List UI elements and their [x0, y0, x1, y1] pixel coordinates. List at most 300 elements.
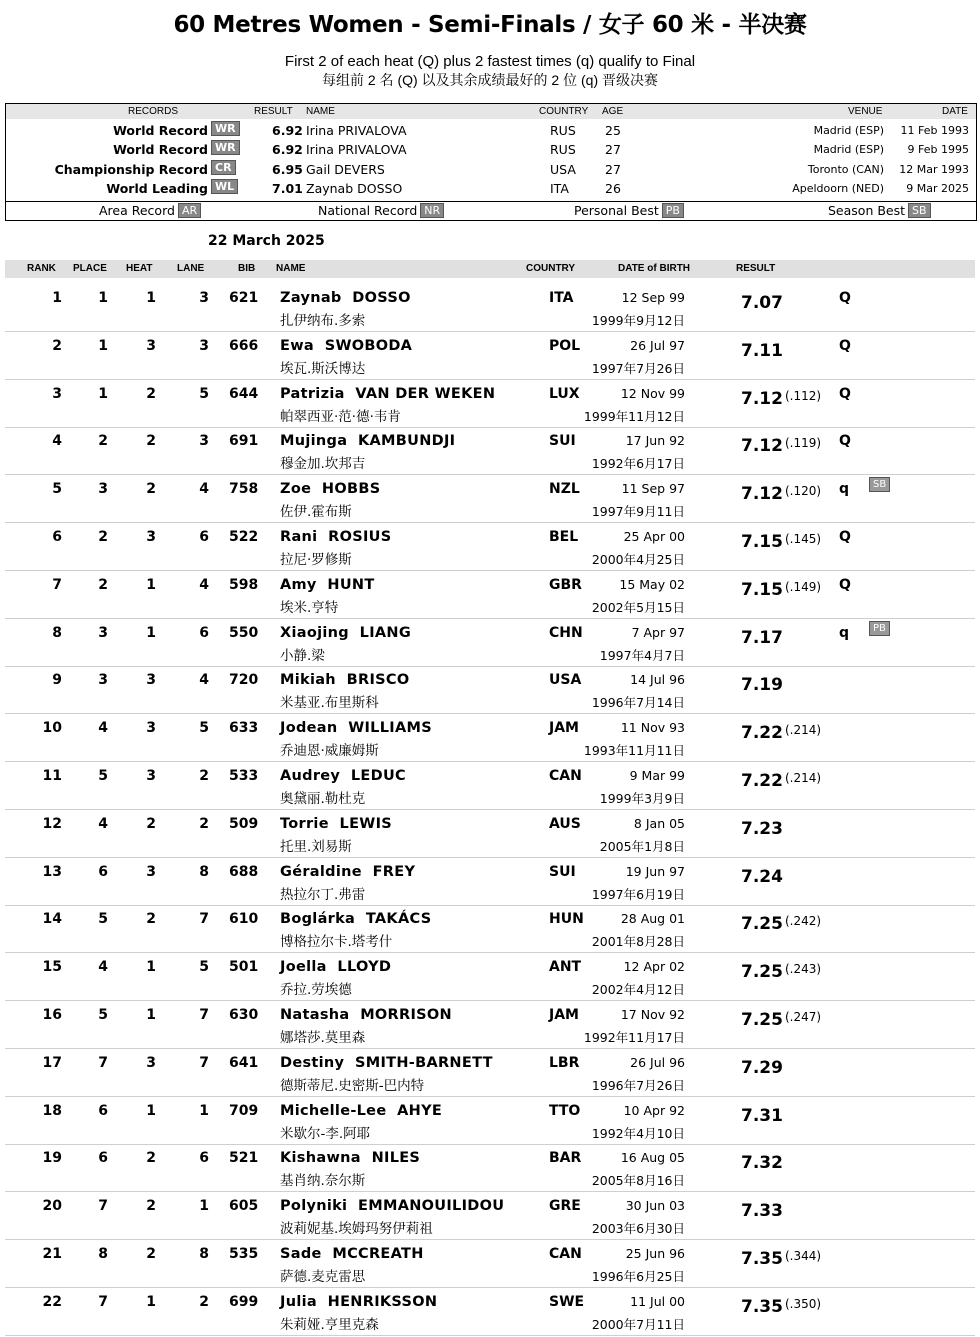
cell-result: [741, 958, 821, 983]
page-title: 60 Metres Women - Semi-Finals / 女子 60 米 - 半决赛: [173, 12, 807, 38]
result-time: 7.15: [741, 532, 783, 552]
cell-result: [741, 910, 821, 935]
cell-country: CHN: [549, 624, 583, 641]
cell-bib: 521: [229, 1150, 259, 1167]
records-col-venue: VENUE: [848, 106, 883, 117]
cell-dob-cn: 1997年6月19日: [591, 886, 685, 902]
result-tiebreak: (.149): [784, 579, 822, 594]
cell-dob: 11 Nov 93: [620, 720, 685, 736]
records-col-date: DATE: [942, 106, 968, 117]
cell-dob: 12 Apr 02: [623, 959, 685, 975]
record-date: 12 Mar 1993: [899, 163, 969, 176]
record-abbr: WR: [211, 121, 240, 136]
first-name: Sade: [280, 1246, 322, 1262]
cell-result: [741, 863, 785, 888]
cell-lane: 6: [199, 624, 209, 641]
cell-name-cn: 托里.刘易斯: [280, 838, 352, 855]
cell-lane: 7: [199, 911, 209, 928]
first-name: Patrizia: [280, 385, 345, 402]
cell-result: [741, 1245, 821, 1270]
cell-heat: 1: [146, 624, 156, 641]
result-time: 7.23: [741, 818, 783, 839]
cell-result: [741, 385, 821, 410]
record-venue: Madrid (ESP): [813, 124, 884, 137]
cell-dob-cn: 1999年3月9日: [599, 791, 685, 806]
record-date: 11 Feb 1993: [900, 124, 969, 137]
record-label: [113, 140, 236, 159]
cell-result: [741, 719, 821, 744]
col-rank: RANK: [27, 263, 56, 274]
result-tiebreak: (.112): [784, 388, 822, 403]
cell-rank: 5: [52, 481, 62, 498]
cell-dob: 14 Jul 96: [630, 672, 685, 688]
result-tiebreak: (.344): [784, 1249, 822, 1263]
cell-bib: 720: [229, 672, 259, 689]
cell-dob: 25 Jun 96: [625, 1246, 685, 1261]
cell-bib: 522: [229, 529, 259, 545]
last-name: LEDUC: [350, 768, 406, 784]
cell-dob-cn: 1997年9月11日: [591, 504, 685, 520]
result-tiebreak: (.120): [784, 484, 822, 499]
cell-qualification: Q: [839, 290, 851, 306]
last-name: LEWIS: [339, 815, 393, 832]
cell-dob: 9 Mar 99: [629, 768, 685, 783]
cell-name-cn: 穆金加.坎邦吉: [280, 456, 366, 473]
cell-name-cn: 帕翠西亚·范·德·韦肯: [280, 408, 401, 425]
cell-bib: 691: [229, 433, 259, 450]
cell-name-cn: 娜塔莎.莫里森: [280, 1030, 366, 1046]
legend-label: Area Record: [99, 203, 175, 218]
cell-name-cn: 小静.梁: [280, 647, 325, 664]
result-time: 7.12: [741, 388, 783, 409]
cell-bib: 633: [229, 720, 259, 737]
cell-name: [280, 1054, 493, 1072]
record-date: 9 Mar 2025: [906, 182, 969, 195]
table-row: [5, 1239, 975, 1288]
col-place: PLACE: [73, 263, 107, 274]
result-time: 7.33: [741, 1201, 783, 1222]
record-name: Zaynab DOSSO: [306, 181, 403, 196]
cell-heat: 2: [146, 1246, 156, 1262]
table-row: [5, 713, 975, 762]
cell-lane: 4: [199, 481, 209, 498]
cell-country: AUS: [549, 815, 581, 832]
cell-dob: 16 Aug 05: [620, 1150, 685, 1166]
col-country: COUNTRY: [526, 263, 576, 274]
cell-lane: 5: [199, 959, 209, 976]
last-name: LIANG: [359, 624, 412, 641]
cell-place: 3: [98, 481, 108, 498]
record-label: [106, 179, 235, 198]
cell-result: [741, 337, 785, 362]
cell-bib: 598: [229, 576, 259, 593]
cell-name: [280, 1149, 420, 1167]
cell-qualification: Q: [839, 576, 851, 593]
cell-name-cn: 佐伊.霍布斯: [280, 504, 352, 521]
table-row: [5, 426, 975, 475]
record-label: [113, 121, 236, 140]
result-time: 7.11: [741, 340, 783, 361]
cell-bib: 501: [229, 959, 259, 976]
record-result: 6.95: [272, 162, 303, 177]
cell-bib: 709: [229, 1102, 259, 1119]
first-name: Géraldine: [280, 863, 362, 880]
last-name: WILLIAMS: [348, 720, 432, 737]
last-name: VAN DER WEKEN: [355, 385, 496, 402]
cell-rank: 19: [42, 1150, 62, 1167]
records-col-name: NAME: [306, 106, 335, 117]
records-col-result: RESULT: [254, 106, 293, 117]
record-country: ITA: [550, 181, 569, 196]
cell-name: [280, 958, 391, 976]
last-name: BRISCO: [346, 672, 410, 689]
cell-name-cn: 德斯蒂尼.史密斯-巴内特: [280, 1077, 425, 1094]
cell-heat: 3: [146, 720, 156, 737]
cell-heat: 2: [146, 815, 156, 832]
cell-place: 4: [98, 815, 108, 832]
record-label-text: World Record: [113, 142, 208, 157]
first-name: Destiny: [280, 1054, 345, 1071]
cell-result: [741, 576, 821, 601]
cell-place: 6: [98, 1102, 108, 1119]
cell-heat: 1: [146, 1102, 156, 1119]
cell-place: 4: [98, 720, 108, 737]
cell-heat: 2: [146, 1150, 156, 1167]
result-time: 7.22: [741, 723, 783, 744]
cell-name-cn: 波莉妮基.埃姆玛努伊莉祖: [280, 1221, 433, 1238]
cell-place: 5: [98, 768, 108, 784]
cell-heat: 3: [146, 1054, 156, 1071]
cell-bib: 509: [229, 815, 259, 832]
cell-dob: 17 Nov 92: [620, 1007, 685, 1022]
cell-qualification: Q: [839, 337, 851, 354]
cell-lane: 1: [199, 1102, 209, 1119]
record-label-text: Championship Record: [54, 162, 208, 177]
cell-rank: 21: [42, 1246, 62, 1262]
cell-heat: 2: [146, 481, 156, 498]
qualification-rule-en: First 2 of each heat (Q) plus 2 fastest times (q) qualify to Final: [284, 53, 696, 70]
cell-name: [280, 528, 392, 546]
cell-lane: 1: [199, 1198, 209, 1215]
cell-place: 7: [98, 1054, 108, 1071]
cell-country: BEL: [549, 529, 579, 545]
records-col-records: RECORDS: [128, 106, 179, 117]
records-legend: [5, 201, 977, 221]
result-time: 7.19: [741, 675, 783, 696]
event-date: 22 March 2025: [208, 233, 325, 249]
cell-heat: 3: [146, 672, 156, 689]
cell-result: [741, 1102, 785, 1127]
cell-name: [280, 576, 375, 594]
cell-bib: 688: [229, 863, 259, 880]
cell-name: [280, 1245, 424, 1263]
cell-bib: 550: [229, 624, 259, 641]
cell-country: ANT: [549, 959, 582, 976]
first-name: Amy: [280, 576, 317, 593]
cell-name: [280, 624, 411, 642]
cell-name-cn: 米歇尔-李.阿耶: [280, 1125, 371, 1142]
cell-country: GRE: [549, 1198, 581, 1215]
first-name: Julia: [280, 1293, 317, 1310]
cell-bib: 630: [229, 1007, 259, 1023]
cell-dob-cn: 2001年8月28日: [591, 934, 685, 950]
cell-rank: 11: [42, 768, 62, 784]
result-tiebreak: (.214): [784, 723, 822, 738]
cell-heat: 1: [146, 1293, 156, 1310]
cell-name: [280, 432, 455, 450]
cell-qualification: Q: [839, 385, 851, 402]
cell-result: [741, 767, 821, 792]
cell-bib: 533: [229, 768, 259, 784]
cell-place: 5: [98, 911, 108, 928]
cell-result: [741, 624, 785, 649]
cell-rank: 3: [52, 385, 62, 402]
result-tiebreak: (.242): [784, 914, 822, 929]
legend-personal-best: [574, 201, 684, 220]
cell-country: TTO: [549, 1102, 581, 1119]
record-result: 6.92: [272, 142, 303, 157]
cell-dob-cn: 1996年6月25日: [591, 1269, 685, 1284]
record-abbr: CR: [211, 160, 236, 175]
cell-name: [280, 1293, 437, 1311]
legend-label: National Record: [318, 203, 418, 218]
cell-rank: 10: [42, 720, 62, 737]
first-name: Polyniki: [280, 1198, 348, 1215]
cell-lane: 2: [199, 815, 209, 832]
first-name: Michelle-Lee: [280, 1102, 387, 1119]
cell-place: 6: [98, 1150, 108, 1167]
cell-dob-cn: 1996年7月26日: [591, 1077, 685, 1093]
table-row: [5, 1287, 975, 1336]
cell-dob-cn: 2005年1月8日: [599, 838, 685, 854]
cell-lane: 3: [199, 337, 209, 354]
result-time: 7.25: [741, 962, 783, 983]
cell-lane: 7: [199, 1054, 209, 1071]
cell-rank: 4: [52, 433, 62, 450]
cell-rank: 14: [42, 911, 62, 928]
cell-country: JAM: [549, 1007, 579, 1023]
cell-result: [741, 480, 821, 505]
record-name: Gail DEVERS: [306, 162, 385, 177]
table-row: [5, 1143, 975, 1192]
cell-country: LUX: [549, 385, 580, 402]
cell-rank: 12: [42, 815, 62, 832]
record-row: [6, 160, 976, 179]
cell-place: 1: [98, 337, 108, 354]
result-time: 7.12: [741, 436, 783, 457]
cell-result: [741, 1293, 821, 1318]
first-name: Natasha: [280, 1007, 350, 1023]
last-name: HENRIKSSON: [327, 1293, 438, 1310]
cell-name-cn: 拉尼·罗修斯: [280, 552, 352, 568]
legend-area-record: [99, 201, 201, 220]
cell-dob: 28 Aug 01: [620, 911, 685, 927]
cell-result: [741, 1054, 785, 1079]
cell-place: 4: [98, 959, 108, 976]
first-name: Mikiah: [280, 672, 336, 689]
cell-dob-cn: 2000年7月11日: [591, 1316, 685, 1332]
cell-dob-cn: 1997年7月26日: [591, 360, 685, 376]
first-name: Zaynab: [280, 290, 342, 306]
cell-name-cn: 基肖纳.奈尔斯: [280, 1173, 366, 1190]
col-bib: BIB: [238, 263, 256, 274]
table-row: [5, 570, 975, 619]
cell-lane: 6: [199, 529, 209, 545]
cell-dob: 17 Jun 92: [625, 433, 685, 449]
cell-name: [280, 1197, 504, 1215]
last-name: SMITH-BARNETT: [354, 1054, 493, 1071]
cell-rank: 20: [42, 1198, 62, 1215]
first-name: Zoe: [280, 481, 312, 498]
result-time: 7.29: [741, 1057, 783, 1078]
cell-dob: 11 Sep 97: [621, 481, 685, 497]
cell-name: [280, 385, 495, 403]
cell-name: [280, 767, 406, 785]
records-col-country: COUNTRY: [539, 106, 589, 117]
cell-place: 1: [98, 290, 108, 306]
result-time: 7.31: [741, 1105, 783, 1126]
cell-country: HUN: [549, 911, 584, 928]
cell-rank: 18: [42, 1102, 62, 1119]
cell-result: [741, 528, 821, 553]
cell-rank: 22: [42, 1293, 62, 1310]
cell-name: [280, 1006, 452, 1024]
table-row: [5, 1191, 975, 1240]
result-tiebreak: (.145): [784, 532, 822, 546]
result-time: 7.07: [741, 293, 783, 313]
last-name: NILES: [371, 1150, 421, 1167]
cell-rank: 7: [52, 576, 62, 593]
cell-dob-cn: 1997年4月7日: [599, 647, 685, 663]
cell-place: 5: [98, 1007, 108, 1023]
cell-dob-cn: 1999年9月12日: [591, 313, 685, 328]
cell-name: [280, 337, 412, 355]
cell-dob-cn: 1999年11月12日: [583, 408, 685, 424]
cell-dob: 12 Sep 99: [621, 290, 685, 305]
cell-heat: 2: [146, 911, 156, 928]
last-name: HOBBS: [321, 481, 381, 498]
records-header: [6, 104, 976, 119]
cell-dob-cn: 1996年7月14日: [591, 695, 685, 711]
col-lane: LANE: [177, 263, 205, 274]
legend-national-record: [318, 201, 444, 220]
cell-result: [741, 671, 785, 696]
record-name: Irina PRIVALOVA: [306, 123, 407, 138]
legend-abbr: PB: [662, 203, 684, 218]
record-venue: Toronto (CAN): [807, 163, 884, 176]
cell-name-cn: 萨德.麦克雷思: [280, 1269, 366, 1285]
cell-name: [280, 671, 409, 689]
cell-bib: 699: [229, 1293, 259, 1310]
cell-place: 1: [98, 385, 108, 402]
cell-country: CAN: [549, 768, 582, 784]
cell-heat: 3: [146, 529, 156, 545]
cell-place: 6: [98, 863, 108, 880]
cell-place: 3: [98, 672, 108, 689]
cell-place: 7: [98, 1198, 108, 1215]
result-time: 7.35: [741, 1249, 783, 1269]
result-time: 7.17: [741, 627, 783, 648]
first-name: Boglárka: [280, 911, 356, 928]
legend-abbr: AR: [178, 203, 201, 218]
result-tiebreak: (.350): [784, 1296, 822, 1311]
cell-country: SUI: [549, 433, 576, 450]
cell-country: SWE: [549, 1293, 585, 1310]
col-result: RESULT: [736, 263, 776, 274]
cell-name: [280, 719, 432, 737]
record-result: 7.01: [272, 181, 303, 196]
records-col-age: AGE: [602, 106, 624, 117]
table-row: [5, 522, 975, 571]
first-name: Jodean: [280, 720, 338, 737]
record-abbr: WR: [211, 140, 240, 155]
cell-place: 7: [98, 1293, 108, 1310]
cell-bib: 641: [229, 1054, 259, 1071]
table-row: [5, 331, 975, 380]
table-row: [5, 857, 975, 906]
result-time: 7.24: [741, 866, 783, 887]
table-row: [5, 379, 975, 428]
cell-name-cn: 米基亚.布里斯科: [280, 695, 379, 712]
cell-result: [741, 1149, 785, 1174]
cell-qualification: Q: [839, 433, 851, 450]
cell-name-cn: 朱莉娅.亨里克森: [280, 1316, 379, 1333]
cell-dob-cn: 2005年8月16日: [591, 1173, 685, 1189]
cell-bib: 666: [229, 337, 259, 354]
col-heat: HEAT: [126, 263, 153, 274]
cell-country: NZL: [549, 481, 580, 498]
cell-country: POL: [549, 337, 581, 354]
cell-rank: 2: [52, 337, 62, 354]
record-date: 9 Feb 1995: [907, 143, 969, 156]
record-row: [6, 121, 976, 140]
cell-result: [741, 815, 785, 840]
last-name: AHYE: [397, 1102, 443, 1119]
cell-name: [280, 1102, 442, 1120]
cell-heat: 1: [146, 290, 156, 306]
cell-country: BAR: [549, 1150, 582, 1167]
record-badge: PB: [869, 621, 890, 636]
last-name: KAMBUNDJI: [357, 433, 456, 450]
cell-qualification: Q: [839, 529, 851, 545]
last-name: FREY: [372, 863, 416, 880]
first-name: Mujinga: [280, 433, 348, 450]
record-venue: Madrid (ESP): [813, 143, 884, 156]
cell-country: USA: [549, 672, 582, 689]
result-time: 7.32: [741, 1153, 783, 1174]
cell-heat: 3: [146, 863, 156, 880]
cell-heat: 1: [146, 576, 156, 593]
table-row: [5, 761, 975, 810]
table-row: [5, 904, 975, 953]
cell-dob: 26 Jul 97: [630, 337, 685, 353]
cell-heat: 3: [146, 337, 156, 354]
cell-bib: 605: [229, 1198, 259, 1215]
cell-bib: 621: [229, 290, 259, 306]
table-row: [5, 474, 975, 523]
result-time: 7.22: [741, 771, 783, 791]
cell-bib: 644: [229, 385, 259, 402]
qualification-rule-cn: 每组前 2 名 (Q) 以及其余成绩最好的 2 位 (q) 晋级决赛: [321, 72, 658, 88]
record-label: [54, 160, 232, 179]
cell-dob: 15 May 02: [619, 576, 685, 592]
cell-rank: 17: [42, 1054, 62, 1071]
cell-result: [741, 1197, 785, 1222]
cell-name: [280, 289, 411, 307]
cell-country: CAN: [549, 1246, 582, 1262]
cell-name-cn: 扎伊纳布.多索: [280, 313, 366, 329]
cell-dob-cn: 2002年4月12日: [591, 982, 685, 998]
